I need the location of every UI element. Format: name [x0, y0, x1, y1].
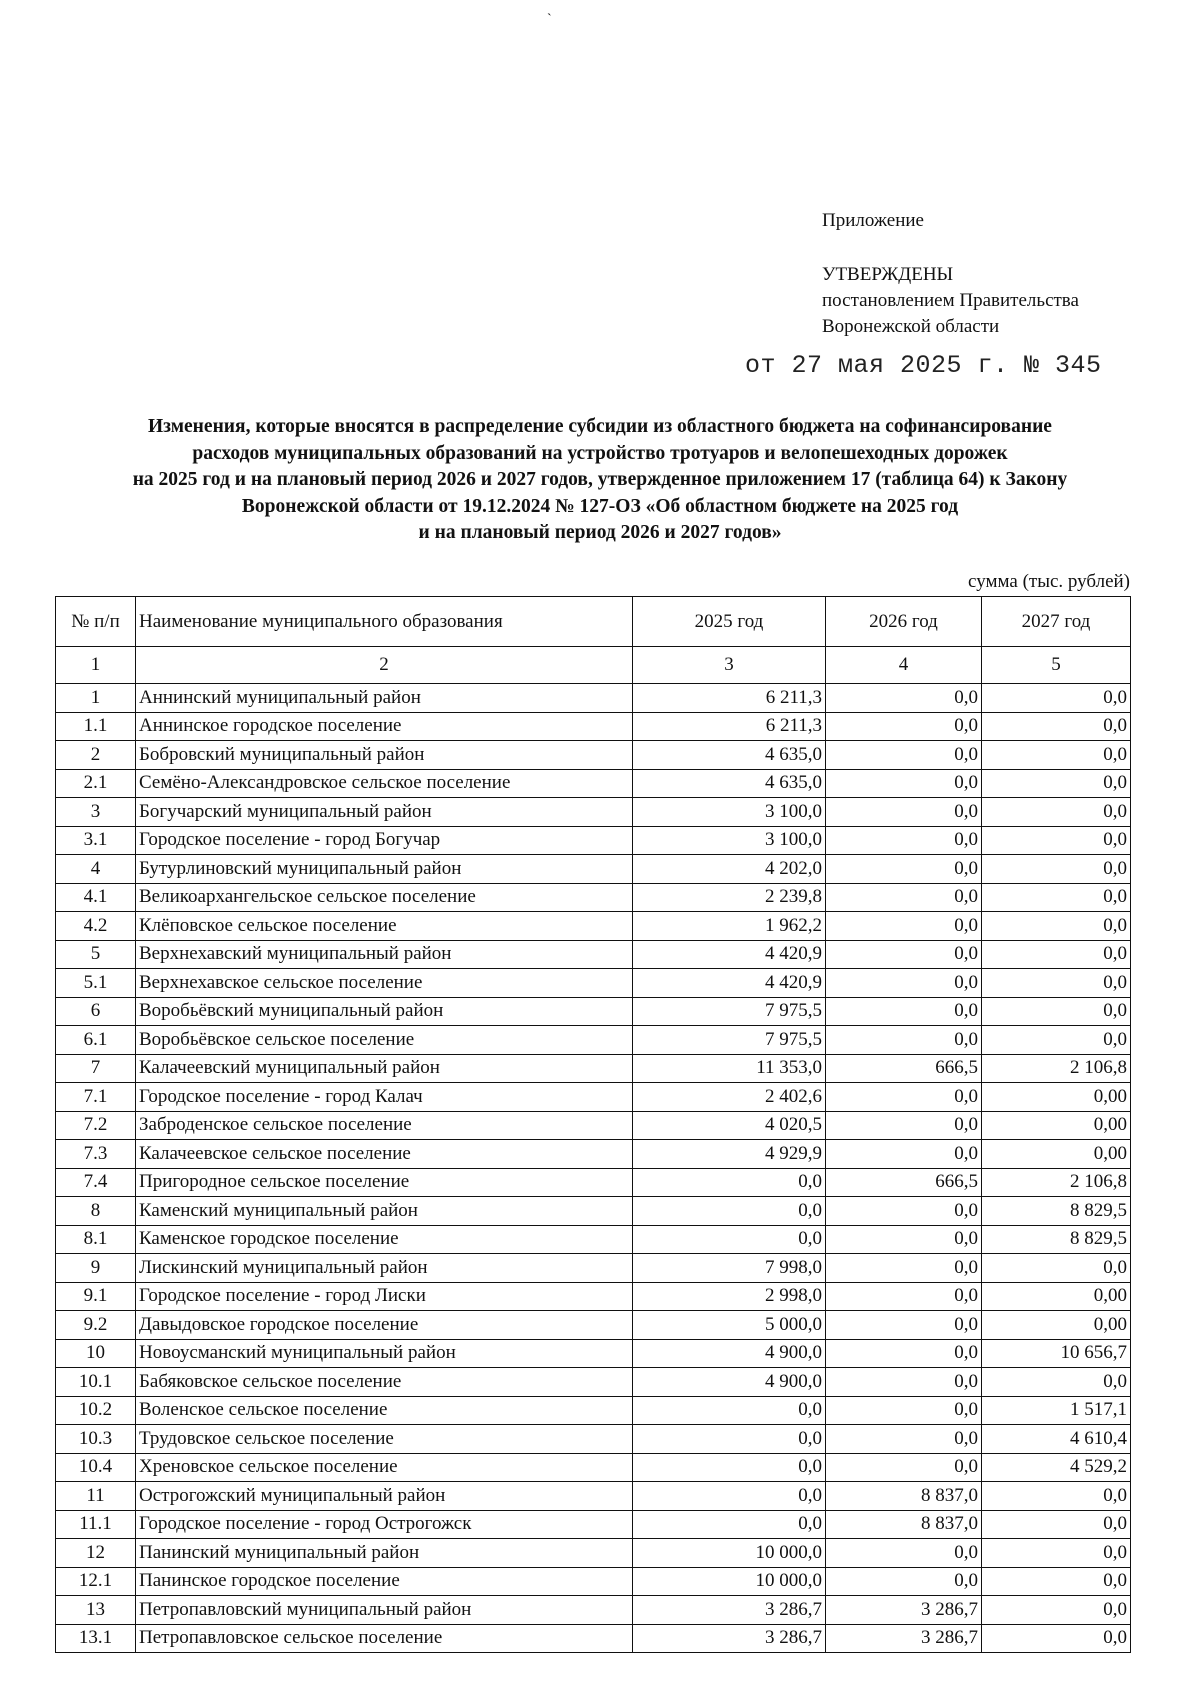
- units-caption: сумма (тыс. рублей): [968, 571, 1130, 592]
- row-number: 11.1: [56, 1510, 136, 1539]
- row-number: 3.1: [56, 826, 136, 855]
- amount-2025: 10 000,0: [633, 1539, 826, 1568]
- table-row: [56, 1254, 1131, 1283]
- row-number: 8.1: [56, 1225, 136, 1254]
- column-index: 5: [982, 647, 1131, 684]
- municipality-name: Панинский муниципальный район: [136, 1539, 633, 1568]
- municipality-name: Богучарский муниципальный район: [136, 798, 633, 827]
- row-number: 9.2: [56, 1311, 136, 1340]
- amount-2027: 0,00: [982, 1083, 1131, 1112]
- header-number: № п/п: [56, 597, 136, 647]
- municipality-name: Верхнехавский муниципальный район: [136, 940, 633, 969]
- amount-2027: 0,0: [982, 1596, 1131, 1625]
- amount-2025: 0,0: [633, 1197, 826, 1226]
- municipality-name: Городское поселение - город Калач: [136, 1083, 633, 1112]
- row-number: 10.3: [56, 1425, 136, 1454]
- table-row: [56, 1282, 1131, 1311]
- municipality-name: Верхнехавское сельское поселение: [136, 969, 633, 998]
- amount-2025: 4 900,0: [633, 1339, 826, 1368]
- municipality-name: Бобровский муниципальный район: [136, 741, 633, 770]
- approval-gap: [822, 234, 1079, 262]
- municipality-name: Давыдовское городское поселение: [136, 1311, 633, 1340]
- amount-2027: 0,0: [982, 1368, 1131, 1397]
- header-municipality: Наименование муниципального образования: [136, 597, 633, 647]
- amount-2026: 3 286,7: [826, 1624, 982, 1653]
- table-row: [56, 1339, 1131, 1368]
- row-number: 7.2: [56, 1111, 136, 1140]
- decree-date-stamp: от 27 мая 2025 г. № 345: [745, 351, 1102, 380]
- header-2027: 2027 год: [982, 597, 1131, 647]
- row-number: 4.2: [56, 912, 136, 941]
- table-row: [56, 1054, 1131, 1083]
- municipality-name: Бабяковское сельское поселение: [136, 1368, 633, 1397]
- table-row: [56, 912, 1131, 941]
- table-row: [56, 1482, 1131, 1511]
- municipality-name: Хреновское сельское поселение: [136, 1453, 633, 1482]
- amount-2027: 8 829,5: [982, 1225, 1131, 1254]
- table-row: [56, 1368, 1131, 1397]
- approved-by-line: постановлением Правительства: [822, 290, 1079, 311]
- amount-2025: 0,0: [633, 1225, 826, 1254]
- municipality-name: Петропавловское сельское поселение: [136, 1624, 633, 1653]
- amount-2026: 0,0: [826, 1311, 982, 1340]
- column-index-row: [56, 647, 1131, 684]
- table-row: [56, 1396, 1131, 1425]
- municipality-name: Новоусманский муниципальный район: [136, 1339, 633, 1368]
- amount-2026: 0,0: [826, 1339, 982, 1368]
- table-row: [56, 1140, 1131, 1169]
- title-line: расходов муниципальных образований на устройство тротуаров и велопешеходных дорожек: [192, 442, 1008, 464]
- amount-2026: 0,0: [826, 940, 982, 969]
- document-title: [40, 414, 1160, 547]
- amount-2027: 0,0: [982, 1482, 1131, 1511]
- table-row: [56, 1425, 1131, 1454]
- column-index: 1: [56, 647, 136, 684]
- title-line: Изменения, которые вносятся в распределение субсидии из областного бюджета на софинансирование: [148, 416, 1052, 437]
- amount-2026: 0,0: [826, 883, 982, 912]
- header-2026: 2026 год: [826, 597, 982, 647]
- amount-2026: 3 286,7: [826, 1596, 982, 1625]
- table-row: [56, 1026, 1131, 1055]
- amount-2027: 1 517,1: [982, 1396, 1131, 1425]
- amount-2026: 0,0: [826, 1140, 982, 1169]
- amount-2025: 10 000,0: [633, 1567, 826, 1596]
- amount-2027: 0,0: [982, 1510, 1131, 1539]
- row-number: 10.1: [56, 1368, 136, 1397]
- amount-2026: 0,0: [826, 969, 982, 998]
- row-number: 10.4: [56, 1453, 136, 1482]
- table-row: [56, 1083, 1131, 1112]
- amount-2026: 0,0: [826, 684, 982, 713]
- row-number: 10: [56, 1339, 136, 1368]
- amount-2026: 8 837,0: [826, 1510, 982, 1539]
- amount-2026: 0,0: [826, 769, 982, 798]
- amount-2027: 0,0: [982, 912, 1131, 941]
- row-number: 6.1: [56, 1026, 136, 1055]
- amount-2025: 0,0: [633, 1510, 826, 1539]
- title-line: на 2025 год и на плановый период 2026 и 2027 годов, утвержденное приложением 17 (таблица 64) к Закону: [132, 469, 1068, 490]
- row-number: 9.1: [56, 1282, 136, 1311]
- amount-2027: 0,0: [982, 1254, 1131, 1283]
- municipality-name: Калачеевское сельское поселение: [136, 1140, 633, 1169]
- amount-2027: 0,0: [982, 969, 1131, 998]
- amount-2026: 0,0: [826, 1539, 982, 1568]
- table-row: [56, 1453, 1131, 1482]
- municipality-name: Семёно-Александровское сельское поселение: [136, 769, 633, 798]
- table-row: [56, 1168, 1131, 1197]
- amount-2026: 0,0: [826, 855, 982, 884]
- amount-2026: 0,0: [826, 1026, 982, 1055]
- row-number: 10.2: [56, 1396, 136, 1425]
- table-row: [56, 883, 1131, 912]
- amount-2027: 4 529,2: [982, 1453, 1131, 1482]
- table-row: [56, 1197, 1131, 1226]
- municipality-name: Клёповское сельское поселение: [136, 912, 633, 941]
- table-row: [56, 1311, 1131, 1340]
- amount-2027: 2 106,8: [982, 1054, 1131, 1083]
- amount-2025: 5 000,0: [633, 1311, 826, 1340]
- table-row: [56, 855, 1131, 884]
- table-row: [56, 1596, 1131, 1625]
- table-row: [56, 969, 1131, 998]
- amount-2027: 0,0: [982, 741, 1131, 770]
- amount-2027: 0,0: [982, 1539, 1131, 1568]
- amount-2025: 0,0: [633, 1425, 826, 1454]
- amount-2025: 2 239,8: [633, 883, 826, 912]
- amount-2026: 666,5: [826, 1168, 982, 1197]
- table-row: [56, 826, 1131, 855]
- column-index: 4: [826, 647, 982, 684]
- amount-2027: 0,00: [982, 1282, 1131, 1311]
- amount-2026: 0,0: [826, 1368, 982, 1397]
- amount-2027: 0,0: [982, 769, 1131, 798]
- row-number: 7.4: [56, 1168, 136, 1197]
- table-row: [56, 1567, 1131, 1596]
- row-number: 8: [56, 1197, 136, 1226]
- amount-2027: 10 656,7: [982, 1339, 1131, 1368]
- table-row: [56, 1225, 1131, 1254]
- amount-2026: 0,0: [826, 712, 982, 741]
- amount-2025: 1 962,2: [633, 912, 826, 941]
- row-number: 2: [56, 741, 136, 770]
- municipality-name: Городское поселение - город Лиски: [136, 1282, 633, 1311]
- municipality-name: Воленское сельское поселение: [136, 1396, 633, 1425]
- header-2025: 2025 год: [633, 597, 826, 647]
- amount-2026: 666,5: [826, 1054, 982, 1083]
- municipality-name: Каменский муниципальный район: [136, 1197, 633, 1226]
- amount-2025: 6 211,3: [633, 684, 826, 713]
- municipality-name: Воробьёвский муниципальный район: [136, 997, 633, 1026]
- amount-2026: 0,0: [826, 741, 982, 770]
- row-number: 6: [56, 997, 136, 1026]
- amount-2027: 0,0: [982, 1026, 1131, 1055]
- amount-2026: 8 837,0: [826, 1482, 982, 1511]
- subsidy-table: [55, 596, 1131, 1653]
- municipality-name: Лискинский муниципальный район: [136, 1254, 633, 1283]
- amount-2027: 0,0: [982, 684, 1131, 713]
- amount-2026: 0,0: [826, 1254, 982, 1283]
- amount-2027: 0,0: [982, 826, 1131, 855]
- amount-2026: 0,0: [826, 912, 982, 941]
- municipality-name: Заброденское сельское поселение: [136, 1111, 633, 1140]
- table-row: [56, 684, 1131, 713]
- amount-2026: 0,0: [826, 1111, 982, 1140]
- title-line: Воронежской области от 19.12.2024 № 127-ОЗ «Об областном бюджете на 2025 год: [241, 495, 959, 517]
- amount-2025: 0,0: [633, 1453, 826, 1482]
- table-row: [56, 741, 1131, 770]
- amount-2025: 7 975,5: [633, 997, 826, 1026]
- amount-2025: 3 100,0: [633, 798, 826, 827]
- table-row: [56, 1510, 1131, 1539]
- appendix-label: Приложение: [822, 210, 924, 231]
- amount-2027: 0,0: [982, 1624, 1131, 1653]
- amount-2025: 2 998,0: [633, 1282, 826, 1311]
- amount-2026: 0,0: [826, 826, 982, 855]
- amount-2027: 4 610,4: [982, 1425, 1131, 1454]
- amount-2026: 0,0: [826, 798, 982, 827]
- column-index: 2: [136, 647, 633, 684]
- row-number: 5.1: [56, 969, 136, 998]
- amount-2025: 0,0: [633, 1482, 826, 1511]
- amount-2025: 4 202,0: [633, 855, 826, 884]
- row-number: 12: [56, 1539, 136, 1568]
- amount-2027: 0,00: [982, 1311, 1131, 1340]
- row-number: 5: [56, 940, 136, 969]
- amount-2025: 6 211,3: [633, 712, 826, 741]
- amount-2025: 4 420,9: [633, 940, 826, 969]
- amount-2027: 0,0: [982, 997, 1131, 1026]
- municipality-name: Петропавловский муниципальный район: [136, 1596, 633, 1625]
- amount-2027: 8 829,5: [982, 1197, 1131, 1226]
- amount-2027: 0,0: [982, 855, 1131, 884]
- amount-2025: 7 975,5: [633, 1026, 826, 1055]
- municipality-name: Калачеевский муниципальный район: [136, 1054, 633, 1083]
- table-row: [56, 1624, 1131, 1653]
- row-number: 12.1: [56, 1567, 136, 1596]
- amount-2026: 0,0: [826, 1453, 982, 1482]
- amount-2027: 0,00: [982, 1140, 1131, 1169]
- table-row: [56, 1111, 1131, 1140]
- table-row: [56, 997, 1131, 1026]
- row-number: 11: [56, 1482, 136, 1511]
- row-number: 13.1: [56, 1624, 136, 1653]
- municipality-name: Городское поселение - город Острогожск: [136, 1510, 633, 1539]
- amount-2026: 0,0: [826, 1425, 982, 1454]
- scan-mark: `: [547, 12, 552, 27]
- amount-2025: 7 998,0: [633, 1254, 826, 1283]
- amount-2027: 0,0: [982, 940, 1131, 969]
- row-number: 3: [56, 798, 136, 827]
- amount-2026: 0,0: [826, 1225, 982, 1254]
- table-row: [56, 940, 1131, 969]
- column-index: 3: [633, 647, 826, 684]
- row-number: 2.1: [56, 769, 136, 798]
- amount-2027: 2 106,8: [982, 1168, 1131, 1197]
- amount-2025: 0,0: [633, 1396, 826, 1425]
- approval-block: [822, 208, 1079, 340]
- approved-region-line: Воронежской области: [822, 316, 1000, 337]
- amount-2025: 3 286,7: [633, 1596, 826, 1625]
- municipality-name: Острогожский муниципальный район: [136, 1482, 633, 1511]
- amount-2025: 4 900,0: [633, 1368, 826, 1397]
- amount-2026: 0,0: [826, 997, 982, 1026]
- row-number: 1.1: [56, 712, 136, 741]
- municipality-name: Пригородное сельское поселение: [136, 1168, 633, 1197]
- amount-2027: 0,0: [982, 1567, 1131, 1596]
- municipality-name: Аннинский муниципальный район: [136, 684, 633, 713]
- municipality-name: Трудовское сельское поселение: [136, 1425, 633, 1454]
- municipality-name: Великоархангельское сельское поселение: [136, 883, 633, 912]
- amount-2027: 0,00: [982, 1111, 1131, 1140]
- amount-2027: 0,0: [982, 798, 1131, 827]
- table-body: [56, 684, 1131, 1653]
- amount-2025: 4 420,9: [633, 969, 826, 998]
- amount-2026: 0,0: [826, 1083, 982, 1112]
- amount-2025: 3 100,0: [633, 826, 826, 855]
- table-row: [56, 769, 1131, 798]
- row-number: 4.1: [56, 883, 136, 912]
- municipality-name: Городское поселение - город Богучар: [136, 826, 633, 855]
- amount-2025: 4 020,5: [633, 1111, 826, 1140]
- municipality-name: Каменское городское поселение: [136, 1225, 633, 1254]
- table-row: [56, 712, 1131, 741]
- amount-2026: 0,0: [826, 1197, 982, 1226]
- municipality-name: Аннинское городское поселение: [136, 712, 633, 741]
- amount-2025: 4 635,0: [633, 769, 826, 798]
- approved-label: УТВЕРЖДЕНЫ: [822, 264, 954, 285]
- row-number: 7.1: [56, 1083, 136, 1112]
- table-header-row: [56, 597, 1131, 647]
- amount-2025: 11 353,0: [633, 1054, 826, 1083]
- amount-2026: 0,0: [826, 1396, 982, 1425]
- table-row: [56, 1539, 1131, 1568]
- amount-2025: 0,0: [633, 1168, 826, 1197]
- row-number: 7.3: [56, 1140, 136, 1169]
- municipality-name: Бутурлиновский муниципальный район: [136, 855, 633, 884]
- row-number: 7: [56, 1054, 136, 1083]
- row-number: 9: [56, 1254, 136, 1283]
- amount-2025: 4 929,9: [633, 1140, 826, 1169]
- row-number: 4: [56, 855, 136, 884]
- row-number: 13: [56, 1596, 136, 1625]
- amount-2025: 4 635,0: [633, 741, 826, 770]
- amount-2026: 0,0: [826, 1567, 982, 1596]
- amount-2027: 0,0: [982, 712, 1131, 741]
- amount-2027: 0,0: [982, 883, 1131, 912]
- municipality-name: Воробьёвское сельское поселение: [136, 1026, 633, 1055]
- table-row: [56, 798, 1131, 827]
- title-line: и на плановый период 2026 и 2027 годов»: [418, 522, 782, 543]
- municipality-name: Панинское городское поселение: [136, 1567, 633, 1596]
- amount-2025: 3 286,7: [633, 1624, 826, 1653]
- row-number: 1: [56, 684, 136, 713]
- amount-2026: 0,0: [826, 1282, 982, 1311]
- amount-2025: 2 402,6: [633, 1083, 826, 1112]
